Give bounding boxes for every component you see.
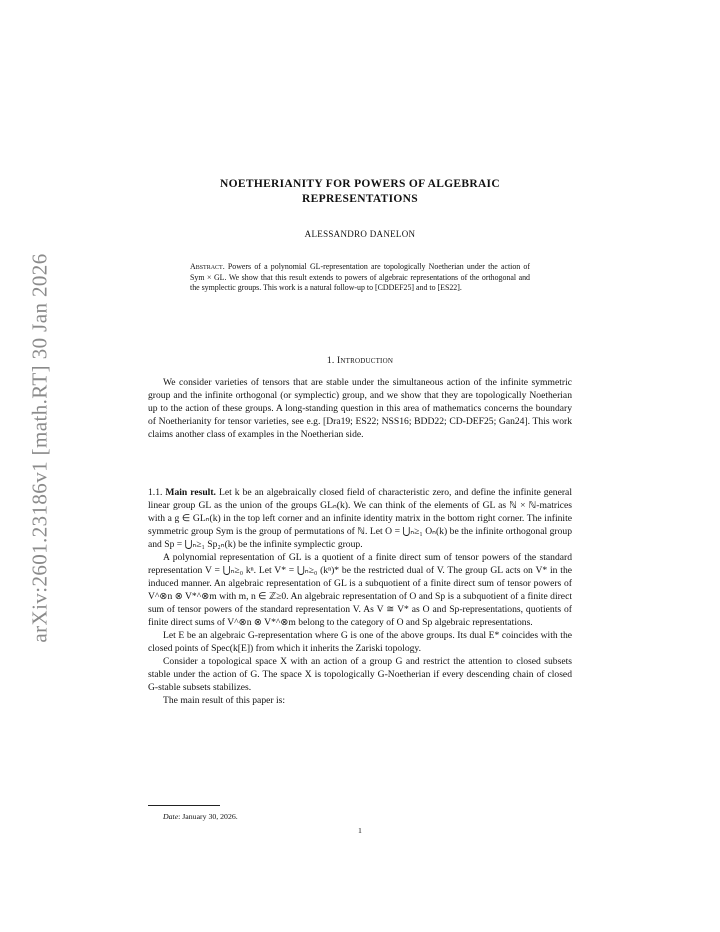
author-name: ALESSANDRO DANELON (304, 229, 416, 239)
main-result-paragraph-3: Let E be an algebraic G-representation where G is one of the above groups. Its dual E* coincides with the closed points of Spec(k[E]) from which it inherits the Zariski topology. (148, 630, 572, 654)
footnote-text: : January 30, 2026. (178, 812, 238, 821)
section-heading (150, 356, 570, 366)
abstract-text: Powers of a polynomial GL-representation are topologically Noetherian under the action of Sym × GL. We show that this result extends to powers of algebraic representations of the orthogonal and the symplectic groups. This work is a natural follow-up to [CDDEF25] and to [ES22]. (190, 262, 530, 292)
page-number: 1 (358, 826, 362, 835)
title-line-2: REPRESENTATIONS (302, 193, 418, 205)
subsection-title: Main result. (165, 487, 216, 498)
footnote-date (163, 812, 238, 821)
footnote-label: Date (163, 812, 179, 821)
main-result-paragraph-1 (148, 486, 572, 551)
abstract-label: Abstract. (190, 262, 225, 271)
main-result-paragraph-2: A polynomial representation of GL is a quotient of a finite direct sum of tensor powers of the standard representation V = ⋃ₙ≥₀ kⁿ. Let V* = ⋃ₙ≥₀ (kⁿ)* be the restricted dual of V. The group GL acts on V* in the induced manner. An algebraic representation of GL is a subquotient of a finite direct sum of tensor powers of V^⊗n ⊗ V*^⊗m with m, n ∈ ℤ≥0. An algebraic representation of O and Sp is a subquotient of a finite direct sum of tensor powers of the standard representation V. As V ≅ V* as O and Sp-representations, quotients of finite direct sums of V^⊗n ⊗ V*^⊗m belong to the category of O and Sp algebraic representations. (148, 552, 572, 628)
main-result-body (148, 486, 572, 707)
subsection-number: 1.1. (148, 487, 163, 498)
intro-paragraph: We consider varieties of tensors that are stable under the simultaneous action of the infinite symmetric group and the infinite orthogonal (or symplectic) group, and we show that they are topologically Noetherian up to the action of these groups. A long-standing question in this area of mathematics concerns the boundary of Noetherianity for tensor varieties, see e.g. [Dra19; ES22; NSS16; BDD22; CD-DEF25; Gan24]. This work claims another class of examples in the Noetherian side. (148, 377, 572, 440)
arxiv-margin-identifier (10, 238, 70, 658)
section-title: Introduction (336, 356, 394, 366)
footnote-rule (148, 805, 220, 806)
main-result-text-1: Let k be an algebraically closed field of characteristic zero, and define the infinite general linear group GL as the union of the groups GLₙ(k). We can think of the elements of GL as ℕ × ℕ-matrices with a g ∈ GLₙ(k) in the top left corner and an infinite identity matrix in the bottom right corner. The infinite symmetric group Sym is the group of permutations of ℕ. Let O = ⋃ₙ≥₁ Oₙ(k) be the infinite orthogonal group and Sp = ⋃ₙ≥₁ Sp₂ₙ(k) be the infinite symplectic group. (148, 487, 572, 550)
main-result-paragraph-4: Consider a topological space X with an action of a group G and restrict the attention to closed subsets stable under the action of G. The space X is topologically G-Noetherian if every descending chain of closed G-stable subsets stabilizes. (148, 656, 572, 693)
introduction-body (148, 376, 572, 441)
main-result-paragraph-5: The main result of this paper is: (163, 695, 286, 706)
paper-title (150, 177, 570, 207)
abstract (190, 262, 530, 294)
title-line-1: NOETHERIANITY FOR POWERS OF ALGEBRAIC (220, 178, 500, 190)
section-number: 1. (326, 356, 335, 366)
arxiv-identifier-text: arXiv:2601.23186v1 [math.RT] 30 Jan 2026 (27, 253, 52, 643)
